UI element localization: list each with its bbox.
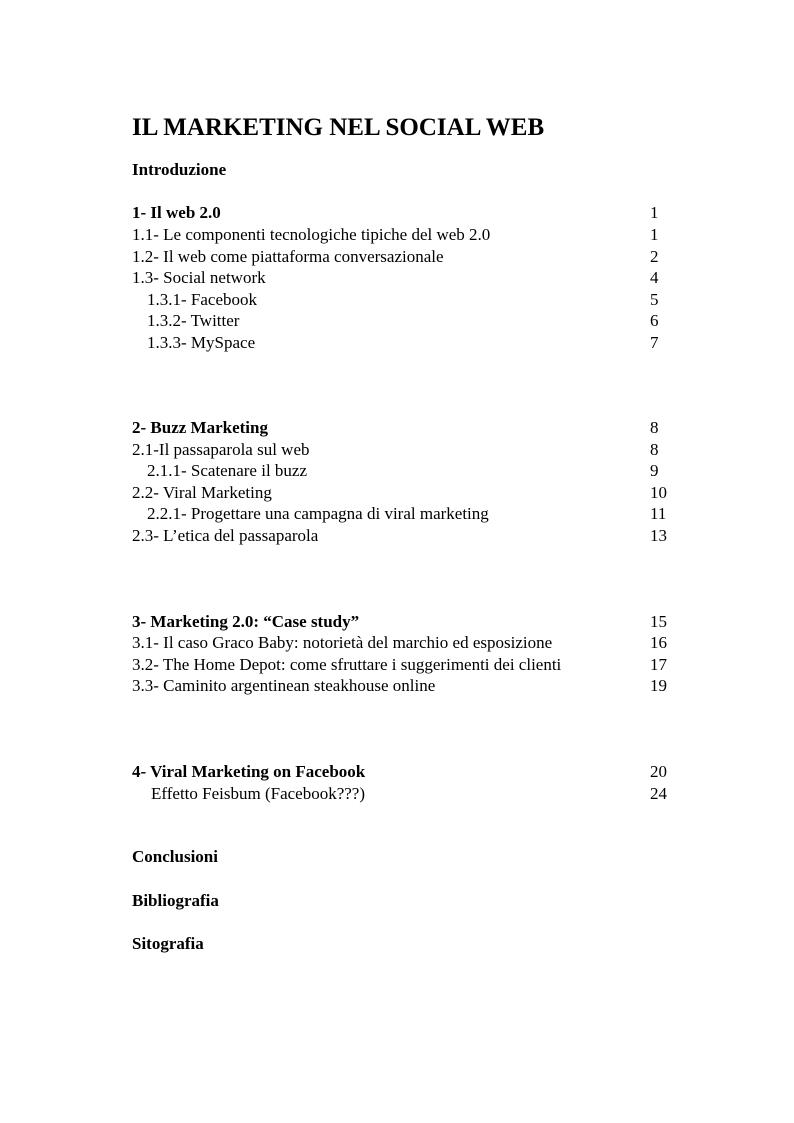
toc-entry-label: 2.2- Viral Marketing — [132, 483, 272, 502]
toc-entry-label: 1.2- Il web come piattaforma conversazionale — [132, 247, 444, 266]
toc-entry-label: Effetto Feisbum (Facebook???) — [151, 784, 366, 803]
toc-page-number: 6 — [650, 311, 659, 330]
toc-page-number: 11 — [650, 504, 667, 523]
toc-entry — [132, 267, 672, 289]
toc-entry-label: 1.3.3- MySpace — [147, 333, 256, 352]
toc-entry — [132, 332, 672, 354]
toc-section-heading — [132, 761, 672, 783]
toc-page-number: 10 — [650, 483, 667, 502]
toc-heading-label: Sitografia — [132, 934, 204, 953]
toc-heading-label: Conclusioni — [132, 847, 218, 866]
toc-heading-label: 4- Viral Marketing on Facebook — [132, 762, 366, 781]
toc-entry — [132, 654, 672, 676]
toc-sitografia — [132, 933, 672, 955]
document-title: IL MARKETING NEL SOCIAL WEB — [132, 114, 545, 141]
toc-page-number: 16 — [650, 633, 667, 652]
toc-entry — [132, 675, 672, 697]
toc-entry-label: 1.1- Le componenti tecnologiche tipiche del web 2.0 — [132, 225, 491, 244]
toc-heading-label: 1- Il web 2.0 — [132, 203, 221, 222]
toc-page-number: 17 — [650, 655, 667, 674]
toc-entry-label: 1.3- Social network — [132, 268, 266, 287]
toc-page-number: 9 — [650, 461, 659, 480]
toc-entry — [132, 439, 672, 461]
toc-entry-label: 1.3.1- Facebook — [147, 290, 258, 309]
toc-page-number: 13 — [650, 526, 667, 545]
toc-intro-label: Introduzione — [132, 160, 227, 179]
toc-entry-label: 2.2.1- Progettare una campagna di viral marketing — [147, 504, 489, 523]
toc-entry — [132, 246, 672, 268]
toc-entry-label: 3.2- The Home Depot: come sfruttare i suggerimenti dei clienti — [132, 655, 562, 674]
toc-entry — [132, 460, 672, 482]
toc-section-heading — [132, 417, 672, 439]
toc-page-number: 4 — [650, 268, 659, 287]
toc-entry — [132, 632, 672, 654]
toc-page-number: 8 — [650, 418, 659, 437]
toc-page-number: 5 — [650, 290, 659, 309]
toc-page-number: 1 — [650, 203, 659, 222]
toc-heading-label: 2- Buzz Marketing — [132, 418, 268, 437]
toc-entry-label: 2.1.1- Scatenare il buzz — [147, 461, 308, 480]
toc-bibliografia — [132, 890, 672, 912]
toc-entry-label: 3.3- Caminito argentinean steakhouse online — [132, 676, 436, 695]
toc-heading-label: Bibliografia — [132, 891, 219, 910]
toc-page-number: 24 — [650, 784, 667, 803]
toc-entry — [132, 525, 672, 547]
toc-page-number: 20 — [650, 762, 667, 781]
toc-page-number: 19 — [650, 676, 667, 695]
toc-page-number: 7 — [650, 333, 659, 352]
toc-page-number: 15 — [650, 612, 667, 631]
toc-page-number: 8 — [650, 440, 659, 459]
toc-entry — [132, 224, 672, 246]
toc-entry-label: 3.1- Il caso Graco Baby: notorietà del marchio ed esposizione — [132, 633, 553, 652]
toc-entry — [132, 289, 672, 311]
toc-section-heading — [132, 611, 672, 633]
toc-entry-label: 2.3- L’etica del passaparola — [132, 526, 319, 545]
toc-intro — [132, 159, 672, 181]
toc-page-number: 2 — [650, 247, 659, 266]
toc-conclusioni — [132, 846, 672, 868]
toc-entry — [132, 783, 672, 805]
toc-entry — [132, 482, 672, 504]
toc-entry-label: 2.1-Il passaparola sul web — [132, 440, 310, 459]
toc-page-number: 1 — [650, 225, 659, 244]
toc-section-heading — [132, 202, 672, 224]
toc-entry-label: 1.3.2- Twitter — [147, 311, 240, 330]
toc-entry — [132, 310, 672, 332]
toc-heading-label: 3- Marketing 2.0: “Case study” — [132, 612, 360, 631]
toc-entry — [132, 503, 672, 525]
